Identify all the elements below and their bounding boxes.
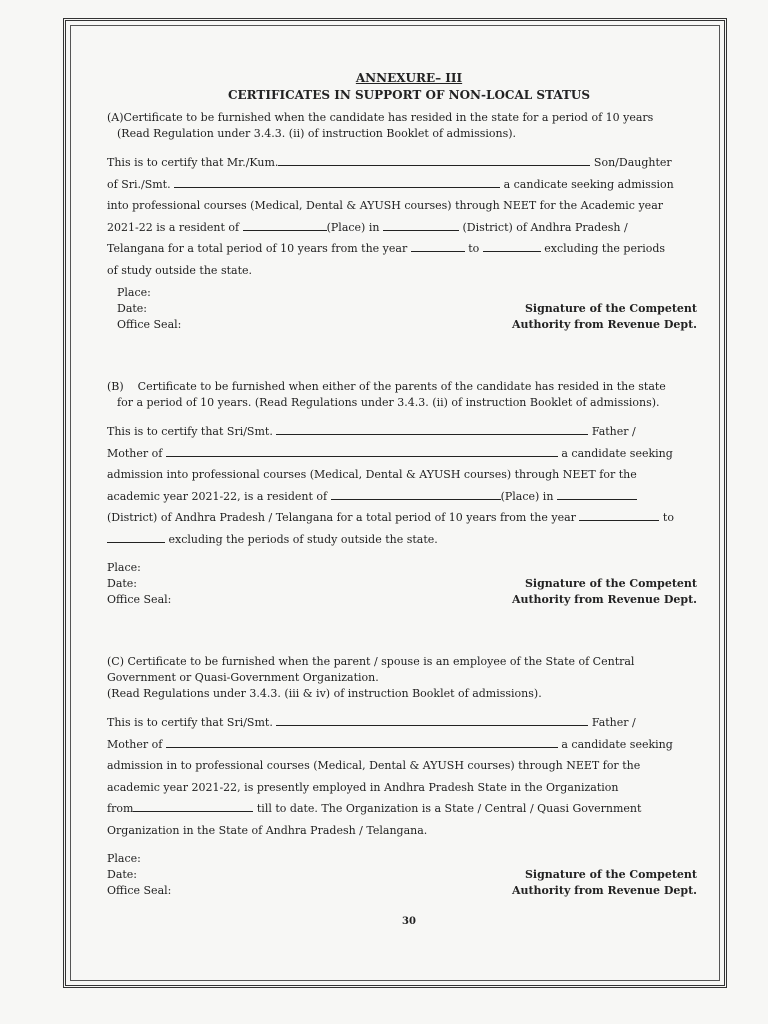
from-year-blank[interactable]: [411, 239, 465, 252]
section-b-signature: Place: Date: Signature of the Competent Office Seal: Authority from Revenue Dept.: [107, 561, 697, 606]
place-blank[interactable]: [243, 218, 327, 231]
annexure-heading: ANNEXURE– III: [355, 71, 463, 85]
section-c-signature: Place: Date: Signature of the Competent Office Seal: Authority from Revenue Dept.: [107, 852, 697, 897]
section-a-signature: Place: Date: Signature of the Competent Office Seal: Authority from Revenue Dept.: [117, 286, 697, 331]
section-c-intro: (C) Certificate to be furnished when the parent / spouse is an employee of the State of Central Government or Quasi-Government Organization. (Read Regulations under 3.4.3. (iii & iv) of instruction Booklet of admissions).: [107, 655, 635, 700]
employment-date-blank[interactable]: [133, 799, 253, 812]
parent-name-blank[interactable]: [276, 422, 588, 435]
section-b-intro: (B) Certificate to be furnished when either of the parents of the candidate has resided in the state for a period of 10 years. (Read Regulations under 3.4.3. (ii) of instruction Booklet of admissions).: [107, 380, 666, 409]
parent-name-blank[interactable]: [276, 713, 588, 726]
from-year-blank[interactable]: [579, 508, 659, 521]
to-year-blank[interactable]: [483, 239, 541, 252]
document-body: [107, 70, 711, 933]
candidate-name-blank[interactable]: [166, 735, 558, 748]
page-number: 30: [402, 916, 416, 927]
section-a-intro: (A)Certificate to be furnished when the candidate has resided in the state for a period of 10 years (Read Regulation under 3.4.3. (ii) of instruction Booklet of admissions).: [107, 111, 654, 140]
candidate-name-blank[interactable]: [166, 444, 558, 457]
parent-name-blank[interactable]: [174, 175, 500, 188]
section-c-certificate: This is to certify that Sri/Smt. Father / Mother of a candidate seeking admission in to professional courses (Medical, Dental & AYUSH courses) through NEET for the academic year 2021-22, is presently employed in Andhra Pradesh State in the Organization from till to date. The Organization is a State / Central / Quasi Government Organization in the State of Andhra Pradesh / Telangana.: [107, 712, 711, 841]
district-blank[interactable]: [557, 487, 637, 500]
section-a-certificate: This is to certify that Mr./Kum. Son/Daughter of Sri./Smt. a candicate seeking admission into professional courses (Medical, Dental & AYUSH courses) through NEET for the Academic year 2021-22 is a resident of (Place) in (District) of Andhra Pradesh / Telangana for a total period of 10 years from the year to excluding the periods of study outside the state.: [107, 152, 711, 281]
to-year-blank[interactable]: [107, 530, 165, 543]
section-b-certificate: This is to certify that Sri/Smt. Father / Mother of a candidate seeking admission into professional courses (Medical, Dental & AYUSH courses) through NEET for the academic year 2021-22, is a resident of (Place) in (District) of Andhra Pradesh / Telangana for a total period of 10 years from the year to excluding the periods of study outside the state.: [107, 421, 711, 550]
place-blank[interactable]: [331, 487, 501, 500]
district-blank[interactable]: [383, 218, 459, 231]
document-title: CERTIFICATES IN SUPPORT OF NON-LOCAL STATUS: [227, 88, 591, 102]
name-blank[interactable]: [278, 153, 590, 166]
